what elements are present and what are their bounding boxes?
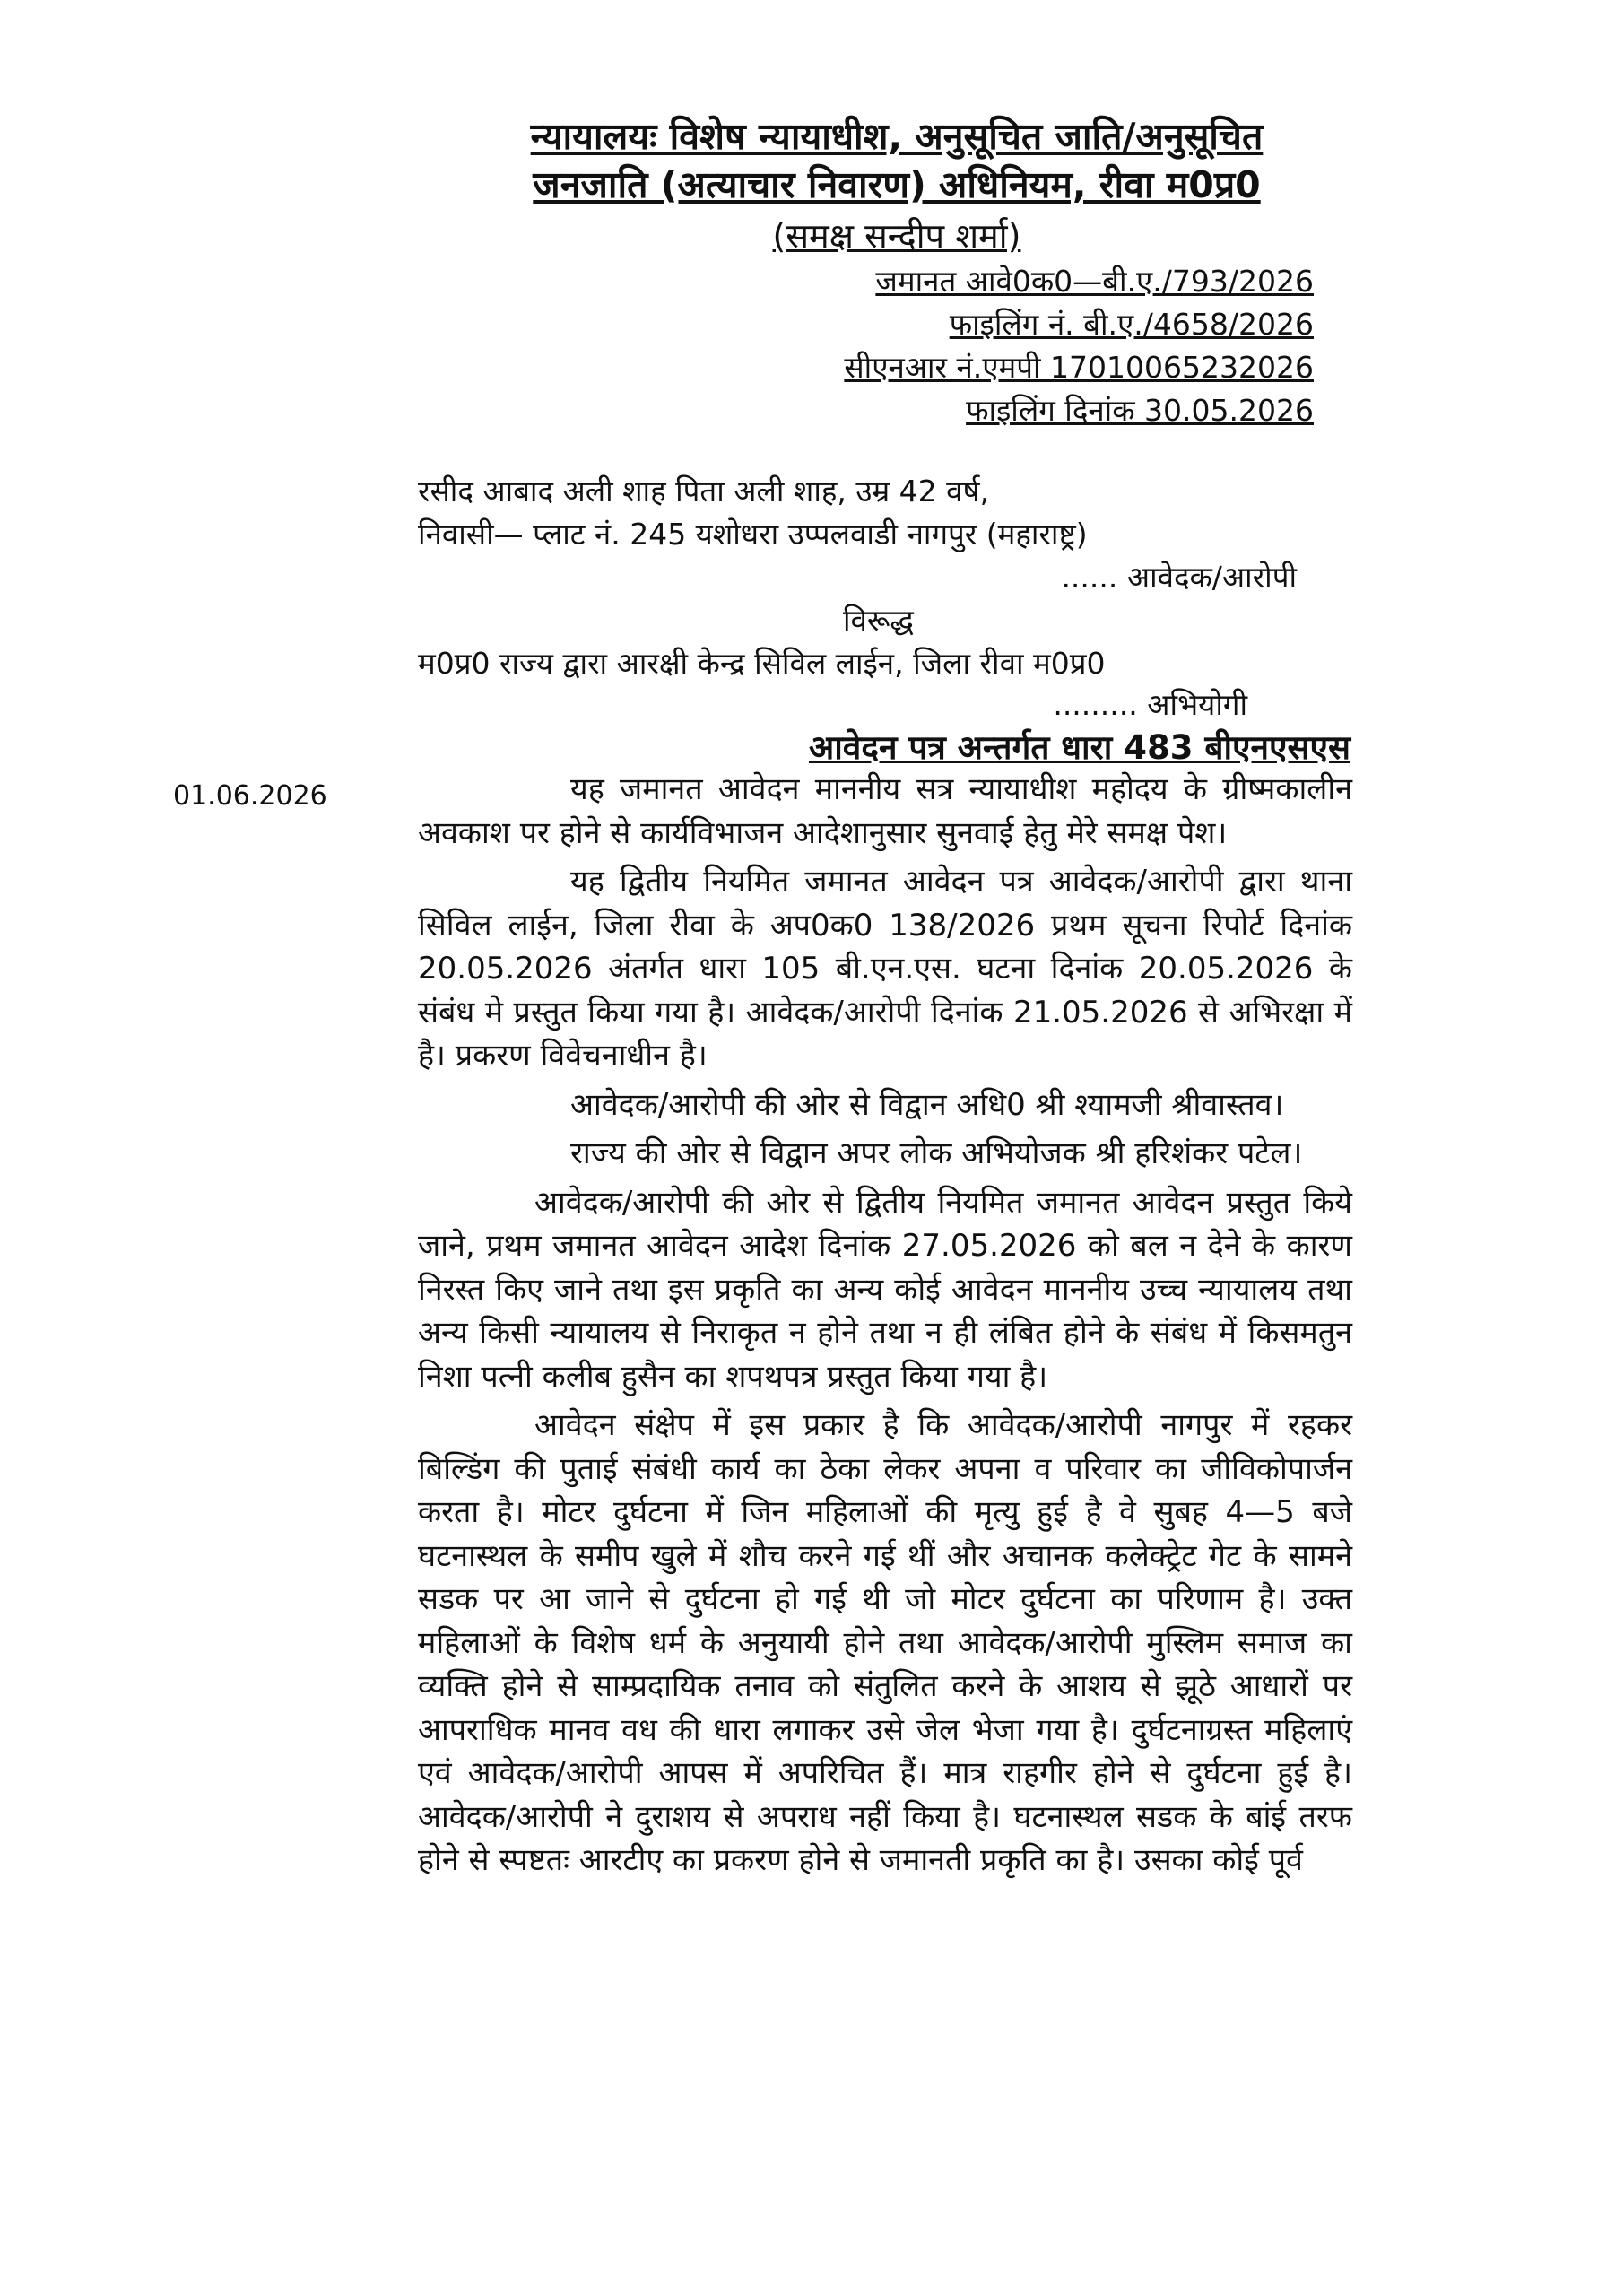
paragraph: यह द्वितीय नियमित जमानत आवेदन पत्र आवेदक/आरोपी द्वारा थाना सिविल लाईन, जिला रीवा के अप0क0 138/2026 प्रथम सूचना रिपोर्ट दिनांक 20.05.2026 अंतर्गत धारा 105 बी.एन.एस. घटना दिनांक 20.05.2026 के संबंध मे प्रस्तुत किया गया है। आवेदक/आरोपी दिनांक 21.05.2026 से अभिरक्षा में है। प्रकरण विवेचनाधीन है।: [418, 864, 1352, 1074]
paragraph: आवेदन संक्षेप में इस प्रकार है कि आवेदक/आरोपी नागपुर में रहकर बिल्डिंग की पुताई संबंधी कार्य का ठेका लेकर अपना व परिवार का जीविकोपार्जन करता है। मोटर दुर्घटना में जिन महिलाओं की मृत्यु हुई है वे सुबह 4—5 बजे घटनास्थल के समीप खुले में शौच करने गई थीं और अचानक कलेक्ट्रेट गेट के सामने सडक पर आ जाने से दुर्घटना हो गई थी जो मोटर दुर्घटना का परिणाम है। उक्त महिलाओं के विशेष धर्म के अनुयायी होने तथा आवेदक/आरोपी मुस्लिम समाज का व्यक्ति होने से साम्प्रदायिक तनाव को संतुलित करने के आशय से झूठे आधारों पर आपराधिक मानव वध की धारा लगाकर उसे जेल भेजा गया है। दुर्घटनाग्रस्त महिलाएं एवं आवेदक/आरोपी आपस में अपरिचित हैं। मात्र राहगीर होने से दुर्घटना हुई है। आवेदक/आरोपी ने दुराशय से अपराध नहीं किया है। घटनास्थल सडक के बांई तरफ होने से स्पष्टतः आरटीए का प्रकरण होने से जमानती प्रकृति का है। उसका कोई पूर्व: [418, 1407, 1352, 1878]
application-heading: आवेदन पत्र अन्तर्गत धारा 483 बीएनएसएस: [808, 728, 1350, 767]
respondent-name: म0प्र0 राज्य द्वारा आरक्षी केन्द्र सिविल लाईन, जिला रीवा म0प्र0: [418, 646, 1106, 681]
paragraph: आवेदक/आरोपी की ओर से विद्वान अधि0 श्री श्यामजी श्रीवास्तव।: [570, 1086, 1284, 1123]
paragraph: राज्य की ओर से विद्वान अपर लोक अभियोजक श्री हरिशंकर पटेल।: [570, 1135, 1303, 1171]
filing-date: फाइलिंग दिनांक 30.05.2026: [966, 393, 1314, 428]
versus-label: विरूद्ध: [843, 603, 914, 638]
paragraph: आवेदक/आरोपी की ओर से द्वितीय नियमित जमानत आवेदन प्रस्तुत किये जाने, प्रथम जमानत आवेदन आदेश दिनांक 27.05.2026 को बल न देने के कारण निरस्त किए जाने तथा इस प्रकृति का अन्य कोई आवेदन माननीय उच्च न्यायालय तथा अन्य किसी न्यायालय से निराकृत न होने तथा न ही लंबित होने के संबंध में किसमतुन निशा पत्नी कलीब हुसैन का शपथपत्र प्रस्तुत किया गया है।: [418, 1184, 1352, 1395]
court-title-line2: जनजाति (अत्याचार निवारण) अधिनियम, रीवा म0प्र0: [533, 163, 1261, 206]
case-number: जमानत आवे0क0—बी.ए./793/2026: [875, 264, 1314, 299]
order-date: 01.06.2026: [173, 780, 327, 812]
paragraph: यह जमानत आवेदन माननीय सत्र न्यायाधीश महोदय के ग्रीष्मकालीन अवकाश पर होने से कार्यविभाजन आदेशानुसार सुनवाई हेतु मेरे समक्ष पेश।: [418, 771, 1352, 851]
cnr-number: सीएनआर नं.एमपी 17010065232026: [844, 350, 1314, 385]
respondent-role: ......... अभियोगी: [1053, 687, 1247, 722]
applicant-address: निवासी— प्लाट नं. 245 यशोधरा उप्पलवाडी नागपुर (महाराष्ट्र): [418, 517, 1088, 552]
applicant-role: ...... आवेदक/आरोपी: [1061, 560, 1297, 595]
presiding-judge: (समक्ष सन्दीप शर्मा): [772, 216, 1021, 256]
court-title-line1: न्यायालयः विशेष न्यायाधीश, अनुसूचित जाति/अनुसूचित: [530, 115, 1264, 158]
filing-number: फाइलिंग नं. बी.ए./4658/2026: [949, 307, 1314, 342]
applicant-name: रसीद आबाद अली शाह पिता अली शाह, उम्र 42 वर्ष,: [418, 474, 990, 509]
order-body: [418, 768, 1352, 1888]
